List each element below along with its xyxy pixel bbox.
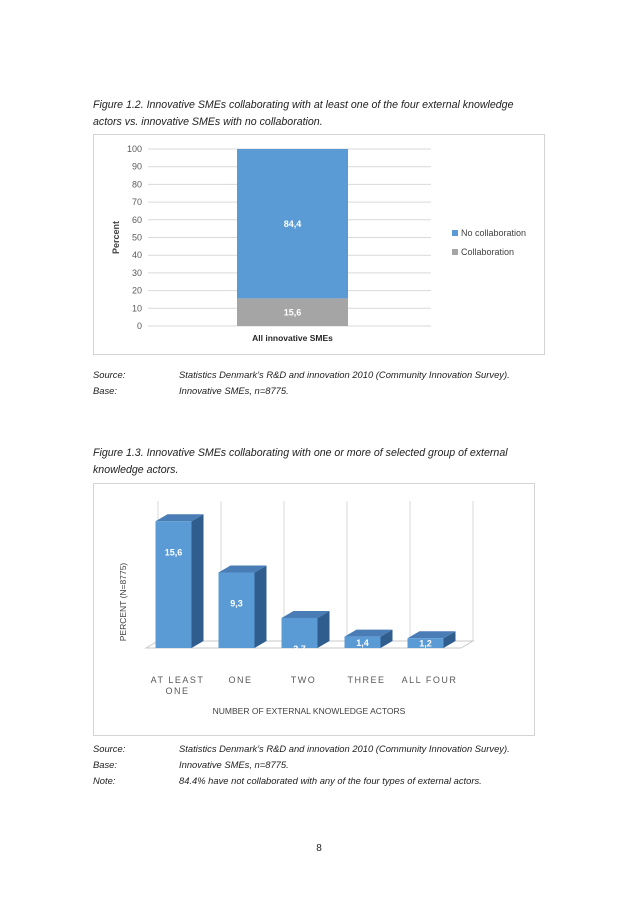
data-label: 15,6 bbox=[283, 307, 302, 318]
y-tick-label: 0 bbox=[136, 321, 142, 331]
note-text: 84.4% have not collaborated with any of the four types of external actors. bbox=[179, 775, 482, 786]
data-label: 15,6 bbox=[164, 547, 183, 558]
base-text: Innovative SMEs, n=8775. bbox=[179, 385, 289, 396]
data-label: 84,4 bbox=[283, 219, 302, 230]
data-label: 9,3 bbox=[230, 598, 243, 609]
x-axis-label: NUMBER OF EXTERNAL KNOWLEDGE ACTORS bbox=[212, 706, 406, 716]
y-tick-label: 30 bbox=[131, 267, 142, 278]
figure-2-chart-box bbox=[93, 483, 535, 736]
y-axis-label: PERCENT (N=8775) bbox=[118, 562, 128, 642]
figure-2-caption bbox=[93, 445, 543, 478]
y-tick-label: 70 bbox=[131, 197, 142, 208]
source-label: Source: bbox=[93, 369, 126, 380]
bar bbox=[219, 572, 255, 648]
base-text: Innovative SMEs, n=8775. bbox=[179, 759, 289, 770]
bar-side bbox=[192, 514, 204, 648]
source-text: Statistics Denmark’s R&D and innovation 2010 (Community Innovation Survey). bbox=[179, 743, 510, 754]
figure-1-caption bbox=[93, 97, 543, 130]
y-tick-label: 10 bbox=[131, 303, 142, 314]
x-tick-label: AT LEAST bbox=[150, 675, 205, 685]
legend-swatch bbox=[452, 230, 458, 236]
bar-side bbox=[255, 565, 267, 648]
y-tick-label: 60 bbox=[131, 214, 142, 225]
base-label: Base: bbox=[93, 759, 117, 770]
figure-2-caption-line-2: knowledge actors. bbox=[93, 463, 179, 476]
figure-2-base bbox=[93, 757, 289, 773]
3d-bar-chart bbox=[94, 484, 534, 735]
stacked-bar-chart bbox=[94, 135, 544, 354]
figure-1-chart-box bbox=[93, 134, 545, 355]
figure-2-source bbox=[93, 741, 510, 757]
x-tick-label: TWO bbox=[290, 675, 317, 685]
y-tick-label: 50 bbox=[131, 232, 142, 243]
bar bbox=[156, 521, 192, 648]
y-tick-label: 40 bbox=[131, 250, 142, 261]
figure-1-source bbox=[93, 367, 510, 383]
data-label: 3,7 bbox=[293, 643, 306, 654]
figure-1-caption-line-2: actors vs. innovative SMEs with no collaboration. bbox=[93, 115, 323, 128]
data-label: 1,2 bbox=[419, 638, 432, 649]
x-tick-label: ALL FOUR bbox=[401, 675, 458, 685]
y-tick-label: 20 bbox=[131, 285, 142, 296]
figure-1-base bbox=[93, 383, 289, 399]
base-label: Base: bbox=[93, 385, 117, 396]
page-number: 8 bbox=[316, 843, 322, 854]
x-tick-label: ONE bbox=[228, 675, 253, 685]
y-tick-label: 90 bbox=[131, 161, 142, 172]
y-tick-label: 100 bbox=[126, 144, 142, 154]
note-label: Note: bbox=[93, 775, 116, 786]
legend-entry: No collaboration bbox=[461, 228, 527, 238]
x-tick-label: ONE bbox=[165, 686, 190, 696]
y-tick-label: 80 bbox=[131, 179, 142, 190]
x-tick-label: THREE bbox=[347, 675, 386, 685]
source-text: Statistics Denmark’s R&D and innovation 2010 (Community Innovation Survey). bbox=[179, 369, 510, 380]
source-label: Source: bbox=[93, 743, 126, 754]
y-axis-label: Percent bbox=[111, 220, 121, 255]
data-label: 1,4 bbox=[356, 637, 369, 648]
figure-2-caption-line-1: Figure 1.3. Innovative SMEs collaborating with one or more of selected group of external bbox=[93, 447, 508, 459]
legend-swatch bbox=[452, 249, 458, 255]
figure-2-note bbox=[93, 773, 482, 789]
figure-1-caption-line-1: Figure 1.2. Innovative SMEs collaborating with at least one of the four external knowledge bbox=[93, 99, 514, 111]
legend-entry: Collaboration bbox=[461, 247, 515, 257]
x-tick-label: All innovative SMEs bbox=[252, 333, 333, 343]
